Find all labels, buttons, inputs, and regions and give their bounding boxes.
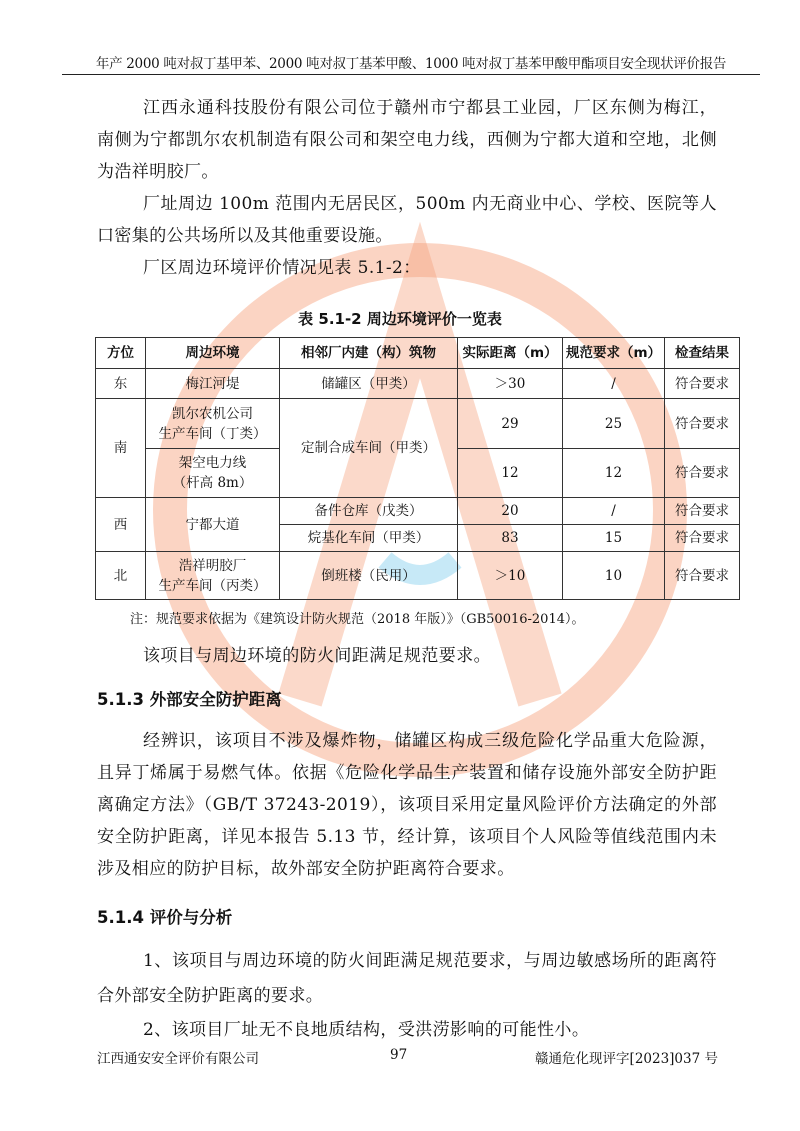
paragraph-514-item-1: 1、该项目与周边环境的防火间距满足规范要求，与周边敏感场所的距离符合外部安全防护距离的要求。 <box>97 951 717 1006</box>
footer-company: 江西通安安全评价有限公司 <box>97 1051 259 1067</box>
footer-doc-number: 赣通危化现评字[2023]037 号 <box>535 1051 718 1067</box>
cell: 备件仓库（戊类） <box>280 498 458 525</box>
table-header-row <box>96 338 740 369</box>
paragraph-surroundings: 厂址周边 100m 范围内无居民区，500m 内无商业中心、学校、医院等人口密集的公共场所以及其他重要设施。 <box>97 194 717 246</box>
cell: 10 <box>563 552 665 600</box>
header-actual: 实际距离（m） <box>458 338 563 369</box>
paragraph-513: 经辨识，该项目不涉及爆炸物，储罐区构成三级危险化学品重大危险源，且异丁烯属于易燃气体。依据《危险化学品生产装置和储存设施外部安全防护距离确定方法》（GB/T 37243-2019），该项目采用定量风险评价方法确定的外部安全防护距离，详见本报告 5.13 节，经计算，该项目个人风险等值线范围内未涉及相应的防护目标，故外部安全防护距离符合要求。 <box>97 731 717 879</box>
header-direction: 方位 <box>96 338 146 369</box>
cell <box>146 399 280 449</box>
cell: 北 <box>96 552 146 600</box>
paragraph-conclusion: 该项目与周边环境的防火间距满足规范要求。 <box>143 646 491 666</box>
table-row <box>96 498 740 525</box>
cell-line: 凯尔农机公司 <box>172 405 253 422</box>
cell: 南 <box>96 399 146 498</box>
cell-line: 架空电力线 <box>178 455 247 471</box>
cell <box>146 449 280 498</box>
cell: 符合要求 <box>665 525 740 552</box>
cell: ＞10 <box>458 552 563 600</box>
paragraph-table-ref: 厂区周边环境评价情况见表 5.1-2： <box>143 258 421 278</box>
table-row <box>96 369 740 399</box>
cell: 12 <box>458 449 563 498</box>
cell-line: 浩祥明胶厂 <box>178 557 247 574</box>
paragraph-514-item-2: 2、该项目厂址无不良地质结构，受洪涝影响的可能性小。 <box>143 1020 590 1040</box>
cell: / <box>563 369 665 399</box>
cell: 符合要求 <box>665 498 740 525</box>
environment-table <box>95 337 740 600</box>
cell: 梅江河堤 <box>146 369 280 399</box>
cell: 符合要求 <box>665 369 740 399</box>
table-row <box>96 399 740 449</box>
table-row <box>96 552 740 600</box>
cell: 符合要求 <box>665 552 740 600</box>
table-caption: 表 5.1-2 周边环境评价一览表 <box>298 310 502 328</box>
header-divider <box>62 74 760 75</box>
cell: 符合要求 <box>665 399 740 449</box>
cell-line: 生产车间（丙类） <box>158 577 267 594</box>
cell-line: （杆高 8m） <box>172 475 253 491</box>
cell: 储罐区（甲类） <box>280 369 458 399</box>
paragraph-location: 江西永通科技股份有限公司位于赣州市宁都县工业园，厂区东侧为梅江，南侧为宁都凯尔农机制造有限公司和架空电力线，西侧为宁都大道和空地，北侧为浩祥明胶厂。 <box>97 98 717 182</box>
cell: 东 <box>96 369 146 399</box>
cell: 83 <box>458 525 563 552</box>
cell: 20 <box>458 498 563 525</box>
header-result: 检查结果 <box>665 338 740 369</box>
cell: 符合要求 <box>665 449 740 498</box>
cell: 29 <box>458 399 563 449</box>
header-required: 规范要求（m） <box>563 338 665 369</box>
table-note: 注：规范要求依据为《建筑设计防火规范（2018 年版）》（GB50016-2014）。 <box>130 612 585 627</box>
cell-line: 生产车间（丁类） <box>158 425 267 442</box>
section-heading-513: 5.1.3 外部安全防护距离 <box>97 690 282 709</box>
cell: ＞30 <box>458 369 563 399</box>
running-header: 年产 2000 吨对叔丁基甲苯、2000 吨对叔丁基苯甲酸、1000 吨对叔丁基苯甲酸甲酯项目安全现状评价报告 <box>95 56 727 72</box>
page-number: 97 <box>390 1047 408 1063</box>
cell: 烷基化车间（甲类） <box>280 525 458 552</box>
cell: 12 <box>563 449 665 498</box>
cell: 倒班楼（民用） <box>280 552 458 600</box>
cell <box>146 552 280 600</box>
cell: 宁都大道 <box>146 498 280 552</box>
section-heading-514: 5.1.4 评价与分析 <box>97 908 233 927</box>
cell: 25 <box>563 399 665 449</box>
cell: 定制合成车间（甲类） <box>280 399 458 498</box>
header-building: 相邻厂内建（构）筑物 <box>280 338 458 369</box>
cell: 15 <box>563 525 665 552</box>
cell: 西 <box>96 498 146 552</box>
header-environment: 周边环境 <box>146 338 280 369</box>
cell: / <box>563 498 665 525</box>
